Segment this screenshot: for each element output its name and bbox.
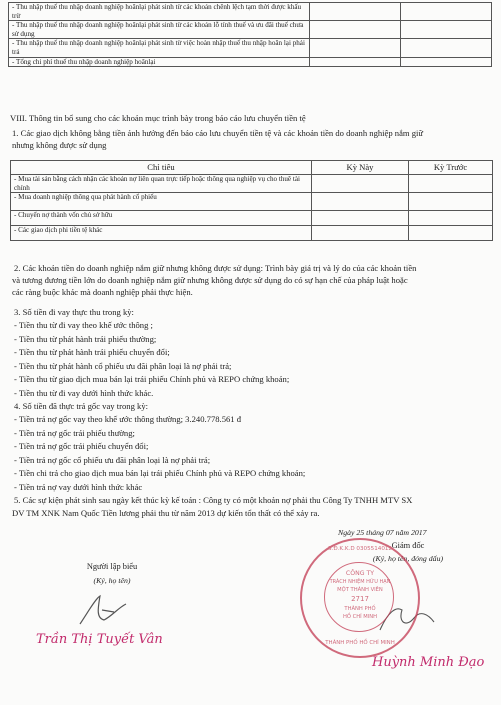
table-cell-value <box>409 175 493 193</box>
item-4-line: - Tiền trả nợ gốc cổ phiếu ưu đãi phân loại là nợ phải trả; <box>14 455 211 465</box>
table-cell-value <box>310 57 401 67</box>
item-2-line: 2. Các khoản tiền do doanh nghiệp nắm giữ nhưng không được sử dụng: Trình bày giá trị và lý do của các khoản tiền <box>14 263 417 273</box>
preparer-subtitle: (Ký, họ tên) <box>93 576 131 585</box>
table-cell-value <box>312 211 409 226</box>
table-header-row <box>11 161 493 175</box>
item-1-heading: 1. Các giao dịch không bằng tiền ảnh hưởng đến báo cáo lưu chuyển tiền tệ và các khoản tiền do doanh nghiệp nắm giữ <box>12 128 424 138</box>
column-header-this-period: Kỳ Này <box>312 161 409 175</box>
director-subtitle: (Ký, họ tên, đóng dấu) <box>372 554 444 563</box>
seal-text-line: 2717 <box>351 595 369 603</box>
director-title: Giám đốc <box>391 541 425 550</box>
seal-text-line: TRÁCH NHIỆM HỮU HẠN <box>329 579 391 585</box>
table-row <box>11 193 493 211</box>
seal-text-line: THÀNH PHỐ <box>344 606 376 612</box>
table-row <box>9 3 492 21</box>
table-cell-value <box>401 3 492 21</box>
table-row <box>11 175 493 193</box>
item-3-line: - Tiền thu từ phát hành cổ phiếu ưu đãi phân loại là nợ phải trả; <box>14 361 232 371</box>
column-header-prior-period: Kỳ Trước <box>409 161 493 175</box>
preparer-name-signature: Trần Thị Tuyết Vân <box>36 632 163 647</box>
item-2-line: các ràng buộc khác mà doanh nghiệp phải thực hiện. <box>12 287 193 297</box>
item-4-line: - Tiền trả nợ gốc vay theo khế ước thông thường; 3.240.778.561 đ <box>14 414 242 424</box>
seal-registration-text: S.Đ.K.K.D 0305514012 <box>327 546 392 552</box>
seal-text-line: HỒ CHÍ MINH <box>342 614 378 620</box>
column-header-indicator: Chỉ tiêu <box>11 161 312 175</box>
table-cell-label: - Thu nhập thuế thu nhập doanh nghiệp hoãnlại phát sinh từ các khoản chênh lệch tạm thời được khấu trừ <box>9 3 310 21</box>
seal-bottom-text: THÀNH PHỐ HỒ CHÍ MINH <box>325 640 395 646</box>
table-cell-value <box>310 21 401 39</box>
table-cell-value <box>409 193 493 211</box>
table-cell-value <box>409 211 493 226</box>
table-cell-label: - Thu nhập thuế thu nhập doanh nghiệp hoãnlại phát sinh từ việc hoàn nhập thuế thu nhập hoãn lại phải trả <box>9 39 310 57</box>
table-cell-value <box>312 193 409 211</box>
table-cell-label: - Các giao dịch phi tiền tệ khác <box>11 226 312 241</box>
table-row <box>9 39 492 57</box>
table-row <box>9 57 492 67</box>
seal-text-line: CÔNG TY <box>345 570 375 577</box>
table-cell-value <box>409 226 493 241</box>
preparer-title: Người lập biểu <box>86 562 138 571</box>
table-cell-value <box>310 39 401 57</box>
table-cell-value <box>401 57 492 67</box>
item-4-line: - Tiền chi trả cho giao dịch mua bán lại trái phiếu Chính phủ và REPO chứng khoán; <box>14 468 306 478</box>
signature-date: Ngày 25 tháng 07 năm 2017 <box>338 528 427 537</box>
table-row <box>11 226 493 241</box>
item-4-line: - Tiền trả nợ gốc trái phiếu chuyển đổi; <box>14 441 149 451</box>
table-cell-value <box>312 175 409 193</box>
item-3-line: - Tiền thu từ giao dịch mua bán lại trái phiếu Chính phủ và REPO chứng khoán; <box>14 374 290 384</box>
deferred-tax-table <box>8 2 492 67</box>
director-name-signature: Huỳnh Minh Đạo <box>372 655 485 670</box>
table-row <box>11 211 493 226</box>
item-4-line: - Tiền trả nợ gốc trái phiếu thường; <box>14 428 135 438</box>
table-cell-value <box>401 39 492 57</box>
item-5-line: 5. Các sự kiện phát sinh sau ngày kết thúc kỳ kế toán : Công ty có một khoản nợ phải thu Công Ty TNHH MTV SX <box>14 495 413 505</box>
preparer-signature-scribble <box>74 590 134 632</box>
item-3-line: - Tiền thu từ đi vay theo khế ước thông ; <box>14 320 153 330</box>
item-3-line: - Tiền thu từ phát hành trái phiếu thường; <box>14 334 157 344</box>
non-cash-transactions-table <box>10 160 493 241</box>
table-cell-value <box>401 21 492 39</box>
item-3-line: - Tiền thu từ phát hành trái phiếu chuyển đổi; <box>14 347 170 357</box>
item-3-line: - Tiền thu từ đi vay dưới hình thức khác. <box>14 388 154 398</box>
item-4-line: - Tiền trả nợ vay dưới hình thức khác <box>14 482 143 492</box>
table-cell-label: - Mua doanh nghiệp thông qua phát hành cổ phiếu <box>11 193 312 211</box>
table-cell-label: - Thu nhập thuế thu nhập doanh nghiệp hoãnlại phát sinh từ các khoản lỗ tính thuế và ưu đãi thuế chưa sử dụng <box>9 21 310 39</box>
seal-text-line: MỘT THÀNH VIÊN <box>337 587 383 593</box>
table-cell-label: - Chuyển nợ thành vốn chủ sở hữu <box>11 211 312 226</box>
table-cell-value <box>310 3 401 21</box>
item-2-line: và tương đương tiền lớn do doanh nghiệp nắm giữ nhưng không được sử dụng do có sự hạn chế của pháp luật hoặc <box>12 275 408 285</box>
table-cell-label: - Tổng chi phí thuế thu nhập doanh nghiệp hoãnlại <box>9 57 310 67</box>
item-3-title: 3. Số tiền đi vay thực thu trong kỳ: <box>14 307 134 317</box>
item-5-line: DV TM XNK Nam Quốc Tiền lương phải thu từ năm 2013 dự kiến tổn thất có thể xảy ra. <box>12 508 320 518</box>
table-cell-value <box>312 226 409 241</box>
section-8-title: VIII. Thông tin bổ sung cho các khoản mục trình bày trong báo cáo lưu chuyển tiền tệ <box>10 113 306 123</box>
company-seal <box>300 538 420 658</box>
table-row <box>9 21 492 39</box>
table-cell-label: - Mua tài sản bằng cách nhận các khoản nợ liên quan trực tiếp hoặc thông qua nghiệp vụ cho thuê tài chính <box>11 175 312 193</box>
item-1-heading-cont: nhưng không được sử dụng <box>12 140 107 150</box>
item-4-title: 4. Số tiền đã thực trả gốc vay trong kỳ: <box>14 401 149 411</box>
